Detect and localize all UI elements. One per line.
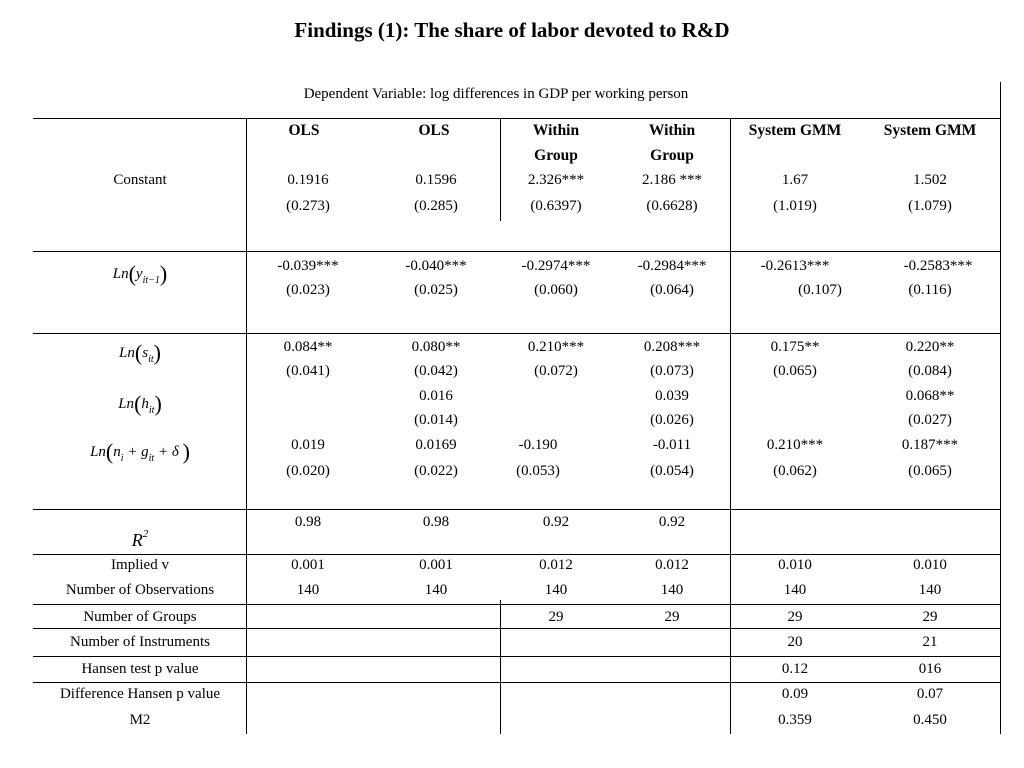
col-header-ols-1: OLS bbox=[288, 122, 320, 139]
row-label-depreciation-term: $Ln(n_i + g_{it} + \delta$ ) bbox=[90, 439, 190, 464]
lnngd-coef-4: -0.011 bbox=[652, 437, 692, 453]
r2-value-2: 0.98 bbox=[422, 514, 450, 530]
slide-title: Findings (1): The share of labor devoted to R&D bbox=[294, 18, 730, 42]
implied-v-2: 0.001 bbox=[419, 557, 453, 573]
constant-se-4: (0.6628) bbox=[646, 198, 698, 214]
constant-se-5: (1.019) bbox=[773, 198, 817, 214]
ols-within-divider bbox=[500, 118, 501, 221]
lns-coef-6: 0.220** bbox=[905, 339, 955, 355]
hansen-6: 016 bbox=[918, 661, 942, 677]
lnngd-coef-2: 0.0169 bbox=[415, 437, 457, 453]
instruments-6: 21 bbox=[922, 634, 938, 650]
hansen-5: 0.12 bbox=[781, 661, 809, 677]
lny-se-2: (0.025) bbox=[414, 282, 458, 298]
row-label-observations: Number of Observations bbox=[65, 582, 215, 598]
constant-coef-6: 1.502 bbox=[913, 172, 947, 188]
observations-6: 140 bbox=[918, 582, 942, 598]
lnh-coef-2: 0.016 bbox=[419, 388, 453, 404]
row-label-diff-hansen: Difference Hansen p value bbox=[59, 686, 221, 702]
table-caption: Dependent Variable: log differences in GDP per working person bbox=[303, 86, 689, 102]
lns-coef-5: 0.175** bbox=[770, 339, 820, 355]
constant-coef-3: 2.326*** bbox=[527, 172, 585, 188]
lnngd-coef-1: 0.019 bbox=[291, 437, 325, 453]
lns-se-3: (0.072) bbox=[534, 363, 578, 379]
groups-6: 29 bbox=[922, 609, 938, 625]
row-label-r-squared: $R^2$ bbox=[131, 528, 149, 550]
lns-se-4: (0.073) bbox=[650, 363, 694, 379]
lny-se-3: (0.060) bbox=[534, 282, 578, 298]
lnngd-se-6: (0.065) bbox=[908, 463, 952, 479]
col-header-ols-2: OLS bbox=[418, 122, 450, 139]
constant-coef-1: 0.1916 bbox=[287, 172, 329, 188]
row-label-lagged-income: $Ln(y_{it-1})$ bbox=[112, 261, 168, 286]
rule-after-lny bbox=[33, 333, 1001, 334]
row-label-investment-rate: $Ln(s_{it})$ bbox=[119, 340, 161, 365]
label-column-divider bbox=[246, 118, 247, 734]
lnngd-se-2: (0.022) bbox=[414, 463, 458, 479]
row-label-m2: M2 bbox=[129, 712, 151, 728]
constant-coef-4: 2.186 *** bbox=[642, 172, 702, 188]
lns-se-1: (0.041) bbox=[286, 363, 330, 379]
lns-se-2: (0.042) bbox=[414, 363, 458, 379]
lnh-se-6: (0.027) bbox=[908, 412, 952, 428]
col-header-within-2: Within bbox=[648, 122, 696, 139]
lnngd-coef-5: 0.210*** bbox=[766, 437, 824, 453]
lnh-se-4: (0.026) bbox=[650, 412, 694, 428]
constant-se-1: (0.273) bbox=[286, 198, 330, 214]
lns-coef-2: 0.080** bbox=[411, 339, 461, 355]
lnngd-coef-3: -0.190 bbox=[518, 437, 558, 453]
col-header-gmm-1: System GMM bbox=[748, 122, 842, 139]
diff-hansen-5: 0.09 bbox=[781, 686, 809, 702]
lny-se-1: (0.023) bbox=[286, 282, 330, 298]
observations-4: 140 bbox=[660, 582, 684, 598]
implied-v-4: 0.012 bbox=[655, 557, 689, 573]
col-header-group-1: Group bbox=[534, 147, 578, 164]
r2-value-1: 0.98 bbox=[294, 514, 322, 530]
groups-4: 29 bbox=[664, 609, 680, 625]
lnh-coef-6: 0.068** bbox=[905, 388, 955, 404]
constant-coef-2: 0.1596 bbox=[415, 172, 457, 188]
ols-within-divider-lower bbox=[500, 600, 501, 734]
col-header-gmm-2: System GMM bbox=[883, 122, 977, 139]
observations-3: 140 bbox=[544, 582, 568, 598]
lny-coef-6: -0.2583*** bbox=[903, 258, 973, 274]
groups-5: 29 bbox=[787, 609, 803, 625]
lny-se-5: (0.107) bbox=[798, 282, 842, 298]
observations-1: 140 bbox=[296, 582, 320, 598]
lny-coef-1: -0.039*** bbox=[277, 258, 339, 274]
col-header-within-1: Within bbox=[532, 122, 580, 139]
lny-coef-2: -0.040*** bbox=[405, 258, 467, 274]
row-label-groups: Number of Groups bbox=[83, 609, 197, 625]
lns-coef-1: 0.084** bbox=[283, 339, 333, 355]
instruments-5: 20 bbox=[787, 634, 803, 650]
lnngd-se-5: (0.062) bbox=[773, 463, 817, 479]
implied-v-6: 0.010 bbox=[913, 557, 947, 573]
lny-se-6: (0.116) bbox=[908, 282, 952, 298]
r2-value-3: 0.92 bbox=[542, 514, 570, 530]
row-label-constant: Constant bbox=[113, 172, 167, 188]
observations-2: 140 bbox=[424, 582, 448, 598]
m2-6: 0.450 bbox=[913, 712, 947, 728]
r2-value-4: 0.92 bbox=[658, 514, 686, 530]
lns-se-5: (0.065) bbox=[773, 363, 817, 379]
implied-v-3: 0.012 bbox=[539, 557, 573, 573]
lny-coef-4: -0.2984*** bbox=[637, 258, 707, 274]
row-label-implied-v: Implied v bbox=[111, 557, 169, 573]
row-label-hansen: Hansen test p value bbox=[81, 661, 199, 677]
lnngd-se-1: (0.020) bbox=[286, 463, 330, 479]
table-right-border bbox=[1000, 82, 1001, 734]
lnh-se-2: (0.014) bbox=[414, 412, 458, 428]
lny-se-4: (0.064) bbox=[650, 282, 694, 298]
observations-5: 140 bbox=[783, 582, 807, 598]
lnngd-se-3: (0.053) bbox=[516, 463, 560, 479]
row-label-human-capital: $Ln(h_{it})$ bbox=[118, 391, 162, 416]
lns-se-6: (0.084) bbox=[908, 363, 952, 379]
rule-after-constant bbox=[33, 251, 1001, 252]
implied-v-5: 0.010 bbox=[778, 557, 812, 573]
lnngd-se-4: (0.054) bbox=[650, 463, 694, 479]
lns-coef-4: 0.208*** bbox=[643, 339, 701, 355]
lnngd-coef-6: 0.187*** bbox=[901, 437, 959, 453]
lnh-coef-4: 0.039 bbox=[655, 388, 689, 404]
constant-se-6: (1.079) bbox=[908, 198, 952, 214]
m2-5: 0.359 bbox=[778, 712, 812, 728]
within-gmm-divider bbox=[730, 118, 731, 734]
constant-coef-5: 1.67 bbox=[781, 172, 809, 188]
diff-hansen-6: 0.07 bbox=[916, 686, 944, 702]
implied-v-1: 0.001 bbox=[291, 557, 325, 573]
col-header-group-2: Group bbox=[650, 147, 694, 164]
lny-coef-3: -0.2974*** bbox=[521, 258, 591, 274]
groups-3: 29 bbox=[548, 609, 564, 625]
constant-se-2: (0.285) bbox=[414, 198, 458, 214]
constant-se-3: (0.6397) bbox=[530, 198, 582, 214]
lns-coef-3: 0.210*** bbox=[527, 339, 585, 355]
lny-coef-5: -0.2613*** bbox=[760, 258, 830, 274]
row-label-instruments: Number of Instruments bbox=[70, 634, 210, 650]
